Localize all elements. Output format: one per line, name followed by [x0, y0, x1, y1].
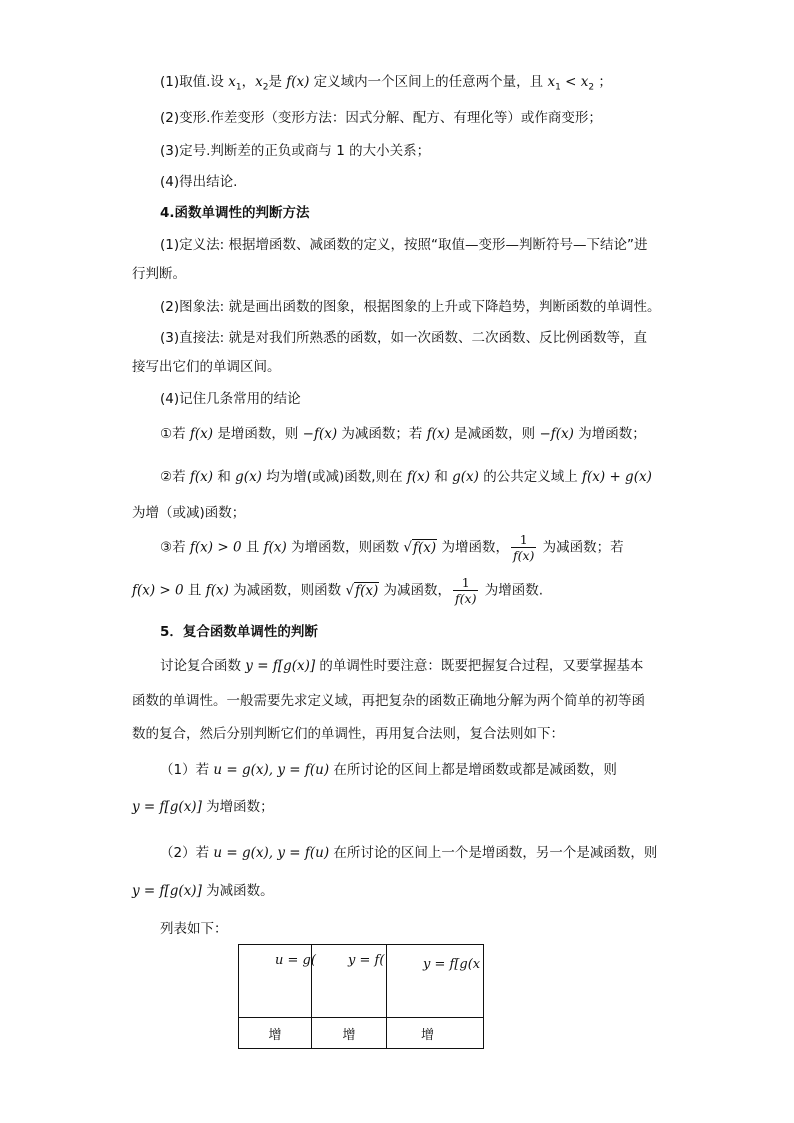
- method-1-line-b: 行判断。: [132, 266, 186, 282]
- conclusion-3-line-a: ③若 f(x) > 0 且 f(x) 为增函数，则函数 √f(x) 为增函数， $\frac{1}{f(x)}$ 为减函数；若: [160, 532, 624, 563]
- rule-2-line-a: （2）若 u = g(x), y = f(u) 在所讨论的区间上一个是增函数，另一个是减函数，则: [160, 845, 658, 861]
- method-4-text: (4)记住几条常用的结论: [160, 391, 301, 407]
- fraction-one-over-f-2: $\frac{1}{f(x)}$: [455, 575, 477, 606]
- table-cell: 增: [387, 1018, 484, 1049]
- conclusion-1: ①若 f(x) 是增函数，则 −f(x) 为减函数；若 f(x) 是减函数，则 −f(x) 为增函数；: [160, 426, 646, 442]
- rule-1-line-b: y = f[g(x)] 为增函数；: [132, 799, 274, 815]
- step-3-text: (3)定号.判断差的正负或商与 1 的大小关系；: [160, 143, 431, 159]
- composition-table: [238, 944, 484, 1049]
- step-2-text: (2)变形.作差变形（变形方法：因式分解、配方、有理化等）或作商变形；: [160, 110, 602, 126]
- table-header-cell: y = f(: [312, 945, 387, 1018]
- table-header-cell: y = f[g(x: [387, 945, 484, 1018]
- list-intro: 列表如下：: [160, 921, 228, 937]
- method-2-text: (2)图象法: 就是画出函数的图象，根据图象的上升或下降趋势，判断函数的单调性。: [160, 299, 661, 315]
- section-4-heading: 4.函数单调性的判断方法: [160, 205, 310, 221]
- rule-1-line-a: （1）若 u = g(x), y = f(u) 在所讨论的区间上都是增函数或都是减函数，则: [160, 762, 617, 778]
- section-5-para-line-1: 讨论复合函数 y = f[g(x)] 的单调性时要注意：既要把握复合过程，又要掌握基本: [160, 658, 644, 674]
- table-header-row: [239, 945, 484, 1018]
- step-4-text: (4)得出结论.: [160, 174, 238, 190]
- conclusion-2-line-b: 为增（或减)函数；: [132, 505, 246, 521]
- rule-2-line-b: y = f[g(x)] 为减函数。: [132, 883, 274, 899]
- method-3-line-b: 接写出它们的单调区间。: [132, 359, 281, 375]
- section-5-para-line-3: 数的复合，然后分别判断它们的单调性，再用复合法则，复合法则如下：: [132, 726, 564, 742]
- step-1-text: (1)取值.设 $x_1$，$x_2$是 f(x) 定义域内一个区间上的任意两个量，且 $x_1 < x_2$ ；: [160, 74, 612, 93]
- method-1-line-a: (1)定义法: 根据增函数、减函数的定义，按照“取值—变形—判断符号—下结论”进: [160, 237, 648, 253]
- method-3-line-a: (3)直接法: 就是对我们所熟悉的函数，如一次函数、二次函数、反比例函数等，直: [160, 330, 647, 346]
- table-cell: 增: [312, 1018, 387, 1049]
- section-5-heading: 5．复合函数单调性的判断: [160, 624, 318, 640]
- table-row: [239, 1018, 484, 1049]
- fraction-one-over-f: $\frac{1}{f(x)}$: [512, 532, 535, 563]
- table-header-cell: u = g(: [239, 945, 312, 1018]
- conclusion-3-line-b: f(x) > 0 且 f(x) 为减函数，则函数 √f(x) 为减函数， $\frac{1}{f(x)}$ 为增函数.: [132, 575, 544, 606]
- table-cell: 增: [239, 1018, 312, 1049]
- section-5-para-line-2: 函数的单调性。一般需要先求定义域，再把复杂的函数正确地分解为两个简单的初等函: [132, 693, 645, 709]
- conclusion-2-line-a: ②若 f(x) 和 g(x) 均为增(或减)函数,则在 f(x) 和 g(x) 的公共定义域上 f(x) + g(x): [160, 469, 652, 485]
